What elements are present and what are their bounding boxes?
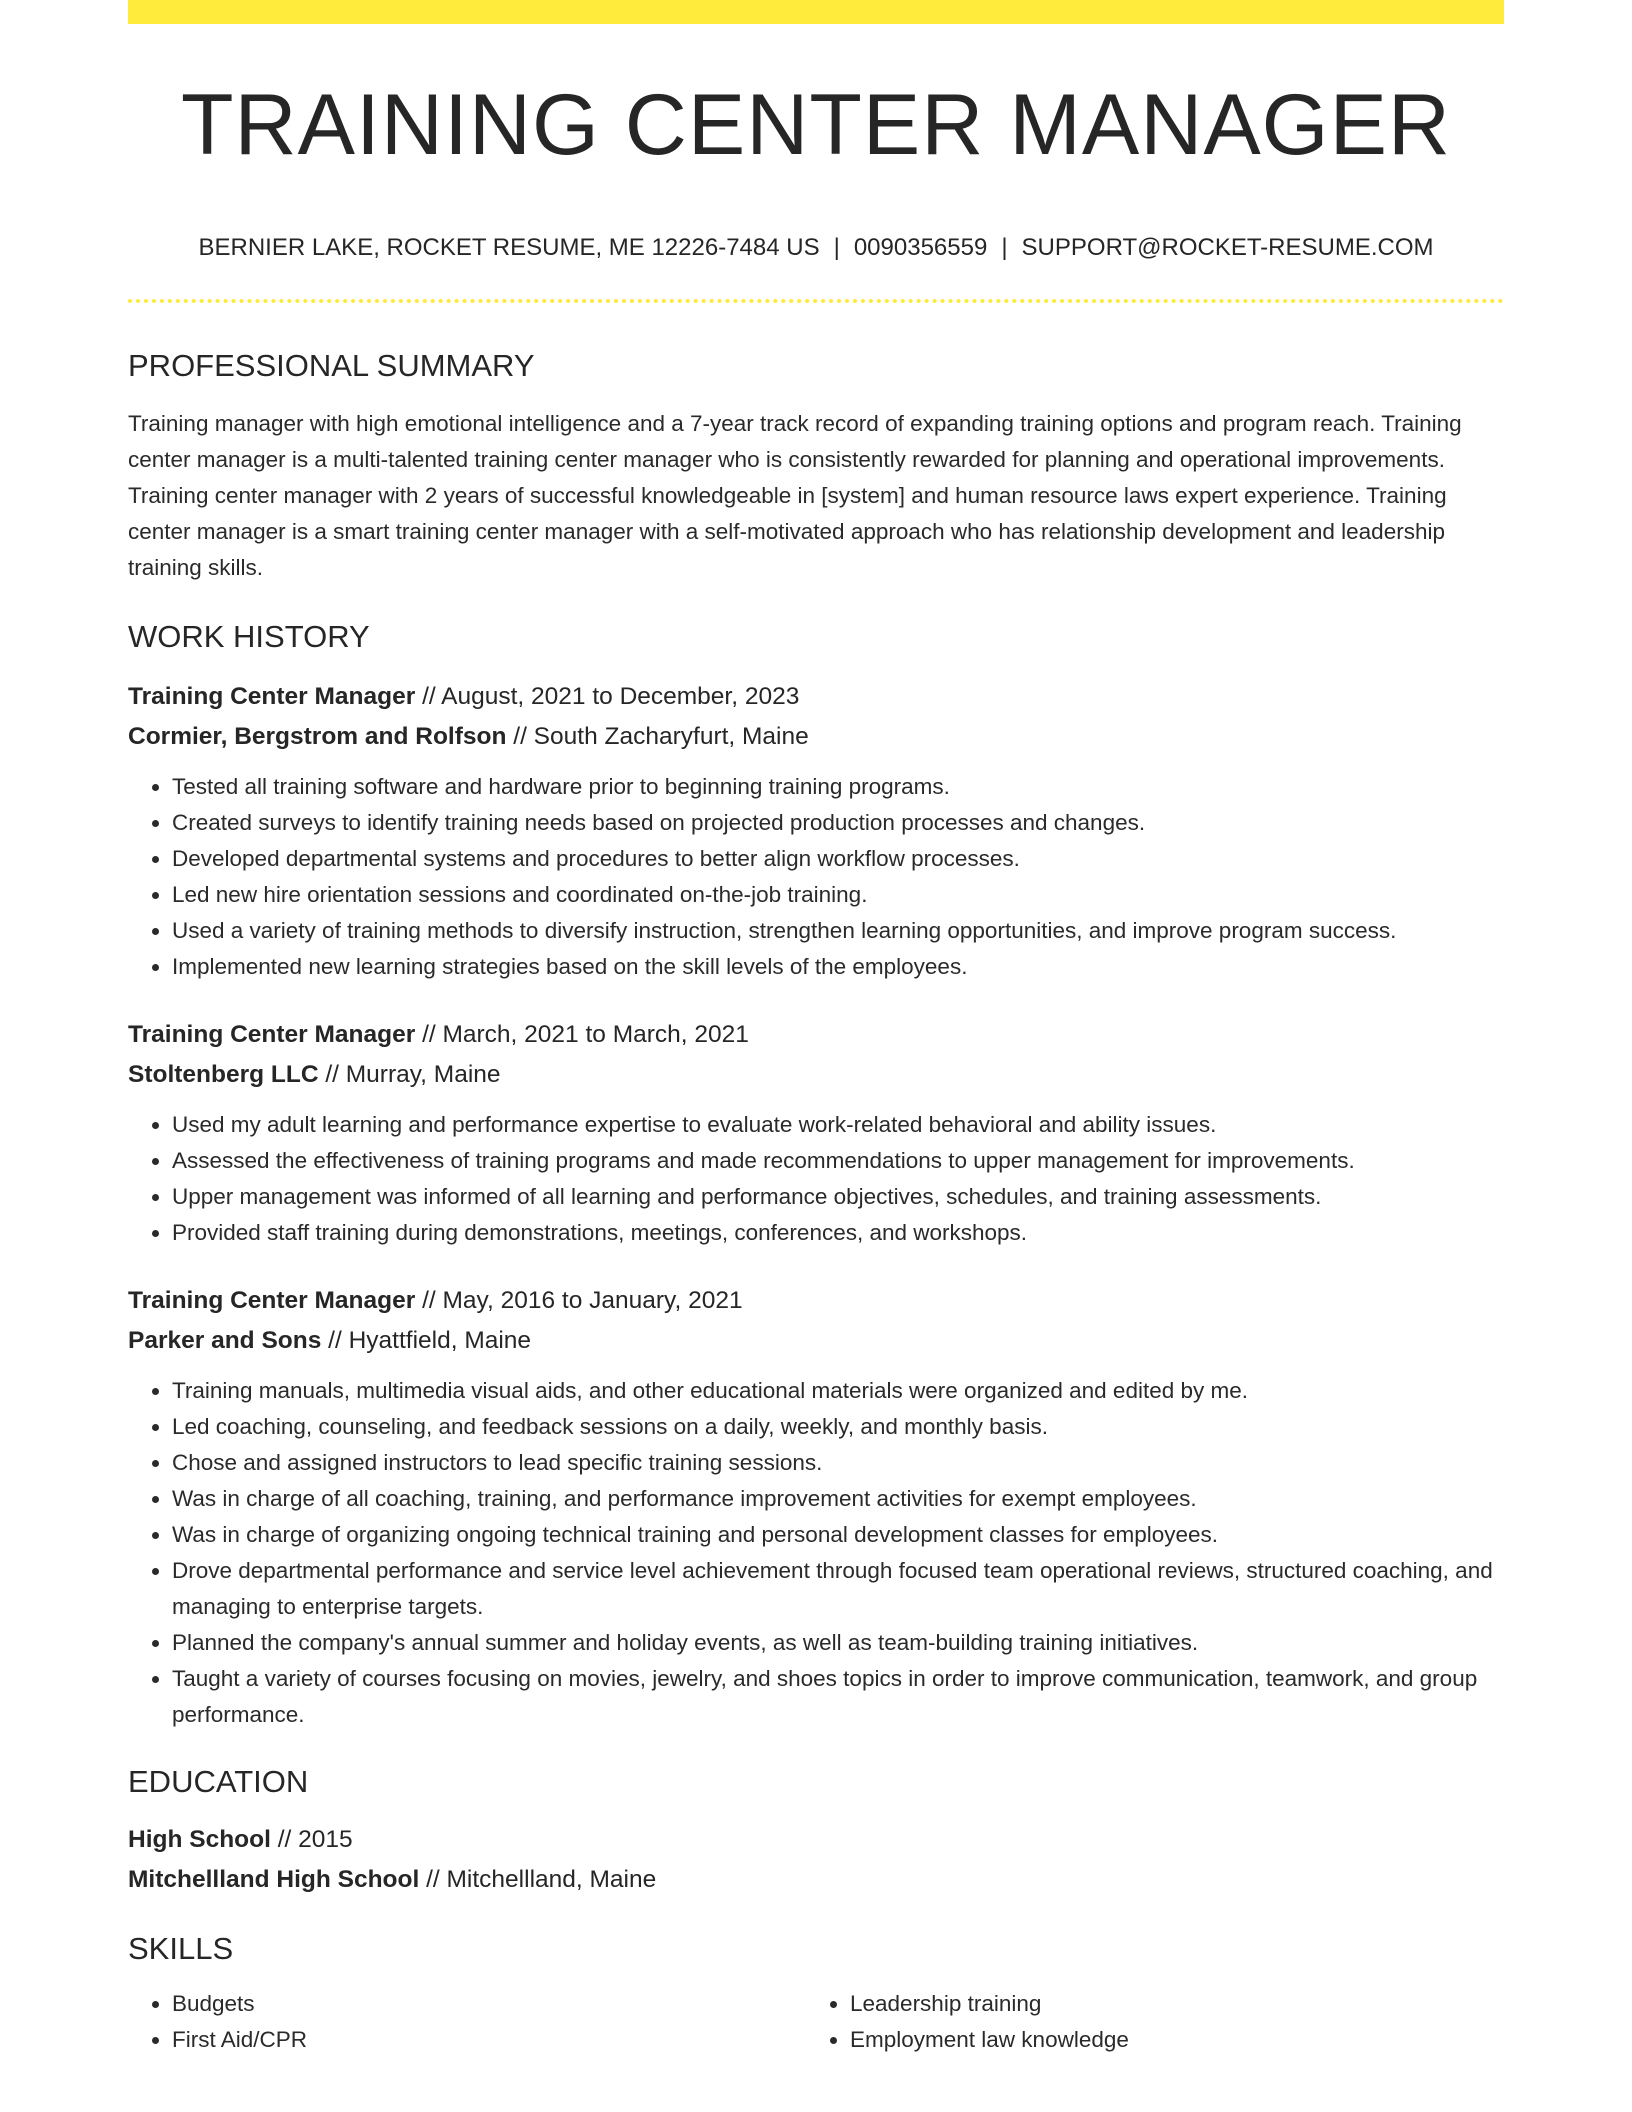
dotted-divider: [128, 299, 1504, 303]
section-heading: PROFESSIONAL SUMMARY: [128, 347, 535, 383]
resume-title: TRAINING CENTER MANAGER: [180, 77, 1452, 173]
skills-right-column: [806, 1986, 1484, 2058]
list-item: • Was in charge of organizing ongoing technical training and personal development classes for employees.: [172, 1517, 1504, 1553]
job-title: Training Center Manager: [128, 1021, 416, 1049]
accent-top-bar: [128, 0, 1504, 24]
education-school: Mitchellland High School: [128, 1866, 420, 1894]
job-location: // South Zacharyfurt, Maine: [506, 723, 809, 751]
job-dates: // May, 2016 to January, 2021: [415, 1287, 743, 1315]
list-item: • Used my adult learning and performance expertise to evaluate work-related behavioral and ability issues.: [172, 1107, 1504, 1143]
list-item: • Taught a variety of courses focusing on movies, jewelry, and shoes topics in order to improve communication, teamwork, and group performance.: [172, 1661, 1504, 1733]
list-item: • Led new hire orientation sessions and coordinated on-the-job training.: [172, 877, 1504, 913]
job-dates: // March, 2021 to March, 2021: [415, 1021, 749, 1049]
contact-separator: |: [833, 234, 840, 261]
job-entry: [128, 677, 1504, 985]
job-title-line: [128, 1281, 1504, 1321]
list-item: • Implemented new learning strategies based on the skill levels of the employees.: [172, 949, 1504, 985]
job-bullets: [128, 769, 1504, 985]
education-degree-line: [128, 1820, 1504, 1860]
list-item: • Provided staff training during demonstrations, meetings, conferences, and workshops.: [172, 1215, 1504, 1251]
education-degree: High School: [128, 1826, 271, 1854]
section-heading: WORK HISTORY: [128, 618, 370, 654]
contact-phone: 0090356559: [853, 234, 988, 261]
list-item: • Developed departmental systems and procedures to better align workflow processes.: [172, 841, 1504, 877]
summary-text: Training manager with high emotional intelligence and a 7-year track record of expanding training options and program reach. Training center manager is a multi-talented training center manager who is consistently rewarded for planning and operational improvements. Training center manager with 2 years of successful knowledgeable in [system] and human resource laws expert experience. Training center manager is a smart training center manager with a self-motivated approach who has relationship development and leadership training skills.: [128, 410, 1462, 580]
list-item: • Led coaching, counseling, and feedback sessions on a daily, weekly, and monthly basis.: [172, 1409, 1504, 1445]
skills-section: [128, 1930, 1504, 2057]
skills-left-column: [128, 1986, 806, 2058]
contact-line: [128, 234, 1504, 263]
list-item: • Drove departmental performance and service level achievement through focused team operational reviews, structured coaching, and managing to enterprise targets.: [172, 1553, 1504, 1625]
list-item: • Created surveys to identify training needs based on projected production processes and changes.: [172, 805, 1504, 841]
contact-email: SUPPORT@ROCKET-RESUME.COM: [1021, 234, 1434, 261]
education-location: // Mitchellland, Maine: [419, 1866, 657, 1894]
skills-columns: [128, 1986, 1504, 2058]
job-title-line: [128, 1015, 1504, 1055]
job-entry: [128, 1015, 1504, 1251]
job-entry: [128, 1281, 1504, 1733]
list-item: • Used a variety of training methods to diversify instruction, strengthen learning opportunities, and improve program success.: [172, 913, 1504, 949]
skill-item: • First Aid/CPR: [172, 2022, 806, 2058]
job-company: Stoltenberg LLC: [128, 1061, 319, 1089]
skill-item: • Budgets: [172, 1986, 806, 2022]
list-item: • Tested all training software and hardware prior to beginning training programs.: [172, 769, 1504, 805]
job-location: // Murray, Maine: [318, 1061, 501, 1089]
resume-page: [128, 0, 1504, 2058]
job-title-line: [128, 677, 1504, 717]
job-dates: // August, 2021 to December, 2023: [415, 683, 800, 711]
education-school-line: [128, 1860, 1504, 1900]
job-bullets: [128, 1373, 1504, 1733]
work-history-section: [128, 618, 1504, 1733]
job-title: Training Center Manager: [128, 683, 416, 711]
job-company: Parker and Sons: [128, 1327, 322, 1355]
job-title: Training Center Manager: [128, 1287, 416, 1315]
job-company-line: [128, 1321, 1504, 1361]
contact-address: BERNIER LAKE, ROCKET RESUME, ME 12226-7484 US: [198, 234, 820, 261]
professional-summary-section: [128, 347, 1504, 586]
skill-item: • Leadership training: [850, 1986, 1484, 2022]
education-entry: [128, 1820, 1504, 1900]
list-item: • Planned the company's annual summer and holiday events, as well as team-building training initiatives.: [172, 1625, 1504, 1661]
contact-separator: |: [1001, 234, 1008, 261]
job-company-line: [128, 717, 1504, 757]
job-company-line: [128, 1055, 1504, 1095]
section-heading: EDUCATION: [128, 1764, 309, 1800]
list-item: • Was in charge of all coaching, training, and performance improvement activities for exempt employees.: [172, 1481, 1504, 1517]
job-company: Cormier, Bergstrom and Rolfson: [128, 723, 507, 751]
education-year: // 2015: [270, 1826, 353, 1854]
section-heading: SKILLS: [128, 1931, 234, 1967]
list-item: • Upper management was informed of all learning and performance objectives, schedules, and training assessments.: [172, 1179, 1504, 1215]
list-item: • Assessed the effectiveness of training programs and made recommendations to upper management for improvements.: [172, 1143, 1504, 1179]
list-item: • Chose and assigned instructors to lead specific training sessions.: [172, 1445, 1504, 1481]
list-item: • Training manuals, multimedia visual aids, and other educational materials were organized and edited by me.: [172, 1373, 1504, 1409]
education-section: [128, 1763, 1504, 1900]
job-location: // Hyattfield, Maine: [321, 1327, 532, 1355]
skill-item: • Employment law knowledge: [850, 2022, 1484, 2058]
job-bullets: [128, 1107, 1504, 1251]
